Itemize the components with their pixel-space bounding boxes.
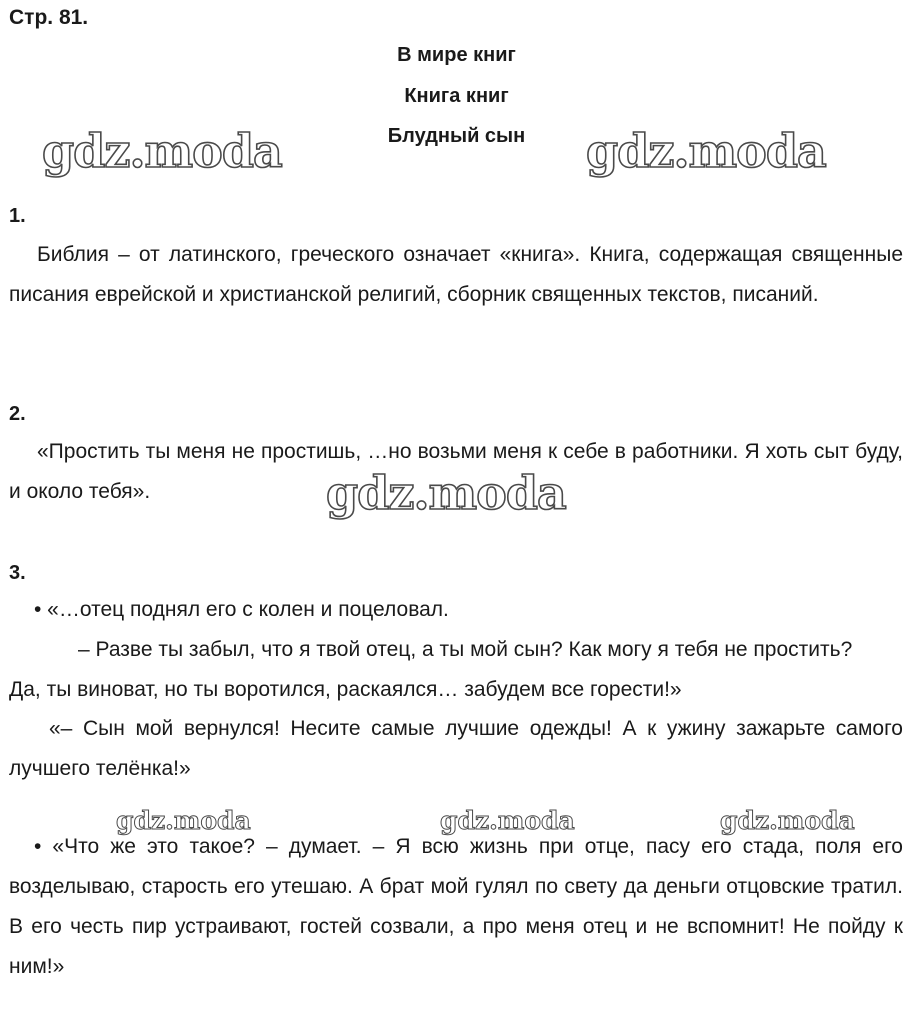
watermark-logo: gdz.moda [116,806,251,835]
watermark-logo: gdz.moda [720,806,855,835]
quote-1-line-1: • «…отец поднял его с колен и поцеловал. [34,598,449,621]
quote-3: • «Что же это такое? – думает. – Я всю жизнь при отце, пасу его стада, поля его возделываю, старость его утешаю. А брат мой гулял по свету да деньги отцовские тратил. В его честь пир устраивают, гостей созвали, а про меня отец и не вспомнит! Не пойду к ним!» [9,835,903,978]
quote-2: «– Сын мой вернулся! Несите самые лучшие одежды! А к ужину зажарьте самого лучшего телёнка!» [9,717,903,780]
question-1-answer: Библия – от латинского, греческого означает «книга». Книга, содержащая священные писания еврейской и христианской религий, сборник священных текстов, писаний. [9,243,903,306]
watermark-logo: gdz.moda [586,124,826,178]
question-2-answer: «Простить ты меня не простишь, …но возьми меня к себе в работники. Я хоть сыт буду, и около тебя». [9,440,903,503]
watermark-logo: gdz.moda [440,806,575,835]
section-title: В мире книг [397,44,516,66]
question-1-number: 1. [9,205,26,227]
quote-1-line-2: – Разве ты забыл, что я твой отец, а ты мой сын? Как могу я тебя не простить? [78,638,853,661]
watermark-logo: gdz.moda [326,466,566,520]
watermark-logo: gdz.moda [42,124,282,178]
quote-1-line-3: Да, ты виноват, но ты воротился, раскаялся… забудем все горести!» [9,678,682,701]
topic-title: Блудный сын [387,125,526,147]
question-2-number: 2. [9,403,26,425]
subsection-title: Книга книг [404,85,509,107]
page-number: Стр. 81. [9,6,89,29]
question-3-number: 3. [9,562,26,584]
